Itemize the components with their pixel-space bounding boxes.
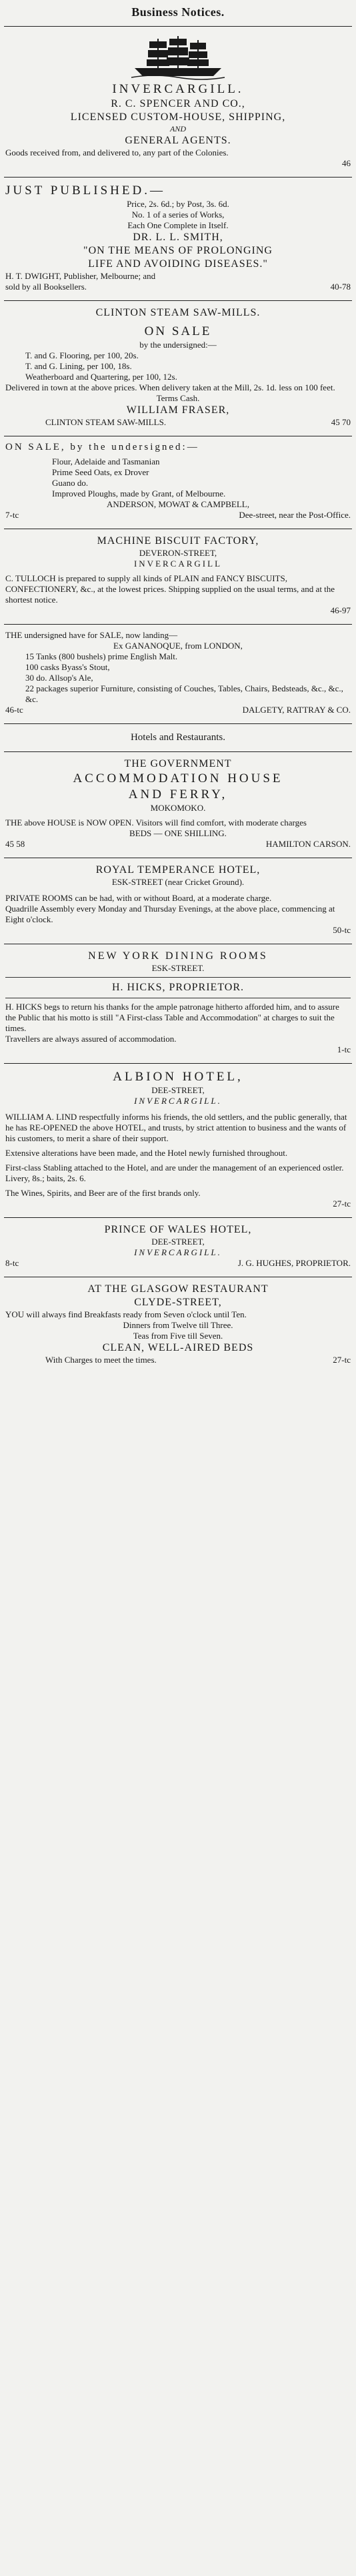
ad-line: DEVERON-STREET, [139,548,217,558]
ad-item: 100 casks Byass's Stout, [25,662,110,672]
ad-line: Dinners from Twelve till Three. [123,1320,233,1330]
ad-line: Each One Complete in Itself. [127,220,229,230]
ad-line: THE undersigned have for SALE, now landing— [5,630,178,640]
ad-line: With Charges to meet the times. [45,1355,157,1365]
ad-line: INVERCARGILL. [134,1247,222,1257]
ad-line: CLYDE-STREET, [134,1297,222,1308]
firm-name: ANDERSON, MOWAT & CAMPBELL, [107,499,249,509]
ad-line: Price, 2s. 6d.; by Post, 3s. 6d. [127,199,229,209]
ad-item: Prime Seed Oats, ex Drover [52,467,149,477]
on-sale: ON SALE [144,324,212,338]
ad-line: ESK-STREET (near Cricket Ground). [111,877,245,887]
ad-line: No. 1 of a series of Works, [131,210,225,220]
firm-name: R. C. SPENCER AND CO., [111,98,245,109]
ad-line: INVERCARGILL [133,559,223,569]
ad-item: Guano do. [52,478,89,488]
ad-clinton-saw-mills [4,305,352,432]
divider [4,1217,352,1218]
ad-line-row [5,705,351,715]
ad-body-text: Goods received from, and delivered to, any part of the Colonies. [5,147,229,157]
ad-ref: 27-tc [333,1355,351,1365]
ad-item: T. and G. Flooring, per 100, 20s. [25,350,139,360]
ad-item: 30 do. Allsop's Ale, [25,673,93,683]
firm-line: GENERAL AGENTS. [125,135,231,146]
ad-line: H. T. DWIGHT, Publisher, Melbourne; and [5,271,156,281]
divider [4,26,352,27]
divider [4,300,352,301]
ad-ref: 46 [342,158,351,168]
ad-ref: 8-tc [5,1258,19,1268]
ad-line: DEE-STREET, [151,1237,205,1247]
ad-ref: 50-tc [333,925,351,935]
ad-line-row [5,417,351,428]
ad-line: DEE-STREET, [151,1085,205,1095]
ad-line: Ex GANANOQUE, from LONDON, [113,641,243,651]
ad-body: Extensive alterations have been made, and the Hotel newly furnished throughout. [5,1148,288,1158]
ad-royal-temperance [4,862,352,940]
work-title: LIFE AND AVOIDING DISEASES." [88,258,268,270]
ad-body: THE above HOUSE is NOW OPEN. Visitors will find comfort, with moderate charges [5,818,307,828]
ad-body: C. TULLOCH is prepared to supply all kinds of PLAIN and FANCY BISCUITS, CONFECTIONERY, &c., at the lowest prices. Shipping supplied on the usual terms, and at the shortest notice. [5,573,335,605]
ad-line-row [5,1258,351,1269]
ad-body: YOU will always find Breakfasts ready from Seven o'clock until Ten. [5,1309,247,1319]
ad-spencer [4,31,352,173]
firm-line: LICENSED CUSTOM-HOUSE, SHIPPING, [70,111,286,123]
ad-title: ALBION HOTEL, [113,1070,243,1084]
ad-title: CLINTON STEAM SAW-MILLS. [95,307,261,318]
ship-icon [128,35,228,80]
ad-item: 22 packages superior Furniture, consisting of Couches, Tables, Chairs, Bedsteads, &c., &c., &c. [25,683,343,704]
ad-item: T. and G. Lining, per 100, 18s. [25,361,132,371]
ad-item: Improved Ploughs, made by Grant, of Melbourne. [52,489,226,499]
ad-line: BEDS — ONE SHILLING. [129,828,227,838]
ad-title: MACHINE BISCUIT FACTORY, [97,535,259,547]
ad-line: INVERCARGILL. [134,1096,222,1106]
ad-line-row [5,282,351,292]
ad-ref: 27-tc [333,1199,351,1209]
section-heading: Hotels and Restaurants. [130,732,226,743]
ad-line: Travellers are always assured of accommodation. [5,1034,177,1044]
ad-line: sold by all Booksellers. [5,282,87,292]
owner-name: WILLIAM FRASER, [126,404,230,416]
ad-ref: 46-tc [5,705,23,715]
ad-title: ROYAL TEMPERANCE HOTEL, [95,864,261,876]
ad-line: CLINTON STEAM SAW-MILLS. [45,417,167,427]
proprietor-name: H. HICKS, PROPRIETOR. [111,982,245,993]
ad-body: Delivered in town at the above prices. When delivery taken at the Mill, 2s. 1d. less on 100 feet. [5,382,335,392]
proprietor-name: J. G. HUGHES, PROPRIETOR. [237,1258,351,1268]
ad-dalgety-rattray [4,629,352,719]
ad-title: NEW YORK DINING ROOMS [88,950,268,962]
divider [4,1063,352,1064]
ad-line: Dee-street, near the Post-Office. [239,510,351,520]
ad-just-published [4,182,352,296]
ad-line: CLEAN, WELL-AIRED BEDS [102,1342,254,1353]
ad-line: Teas from Five till Seven. [133,1331,223,1341]
ad-title: THE GOVERNMENT [124,758,232,769]
ad-title: ACCOMMODATION HOUSE [73,771,283,785]
ad-line: MOKOMOKO. [150,803,206,813]
ad-body: Quadrille Assembly every Monday and Thursday Evenings, at the above place, commencing at Eight o'clock. [5,904,335,924]
ad-body: WILLIAM A. LIND respectfully informs his friends, the old settlers, and the public generally, that he has RE-OPENED the above HOTEL, and trusts, by strict attention to business and the wants of his customers, to merit a share of their support. [5,1112,347,1143]
ad-prince-of-wales [4,1222,352,1273]
newspaper-column [4,0,352,1369]
ad-line-row [5,839,351,850]
ad-item: Flour, Adelaide and Tasmanian [52,456,160,466]
ad-body: First-class Stabling attached to the Hotel, and are under the management of an experienced ostler. Livery, 8s.; baits, 2s. 6. [5,1163,344,1183]
ad-title: AND FERRY, [128,787,228,801]
ad-ref: 1-tc [337,1044,351,1054]
ad-glasgow-restaurant [4,1281,352,1369]
ad-biscuit-factory [4,533,352,620]
ad-line: by the undersigned:— [139,340,217,350]
ad-new-york-dining [4,948,352,1059]
owner-name: HAMILTON CARSON. [265,839,351,849]
ad-government-house [4,756,352,854]
firm-line: AND [170,124,186,133]
ad-body [5,147,351,158]
ad-item: 15 Tanks (800 bushels) prime English Malt. [25,651,178,661]
author-name: DR. L. L. SMITH, [133,232,223,243]
on-sale: ON SALE, by the undersigned:— [5,442,199,452]
ad-line-row [5,1355,351,1365]
ad-ref: 40-78 [330,282,351,292]
ad-item: Weatherboard and Quartering, per 100, 12s. [25,372,177,382]
ad-body: H. HICKS begs to return his thanks for the ample patronage hitherto afforded him, and to assure the Public that his motto is still "A First-class Table and Accommodation" at charges to suit the times. [5,1002,339,1033]
ad-line-row [5,510,351,521]
work-title: "ON THE MEANS OF PROLONGING [83,245,273,256]
ad-ref: 46-97 [330,605,351,615]
ad-albion-hotel [4,1068,352,1213]
ad-body: PRIVATE ROOMS can be had, with or without Board, at a moderate charge. [5,893,272,903]
ad-title: INVERCARGILL. [112,82,244,96]
ad-ref: 45 70 [331,417,351,427]
ad-body: The Wines, Spirits, and Beer are of the first brands only. [5,1188,201,1198]
ad-ref: 45 58 [5,839,25,849]
divider [4,751,352,752]
divider [4,723,352,724]
divider [5,977,351,978]
firm-name: DALGETY, RATTRAY & CO. [242,705,351,715]
ad-line: ESK-STREET. [151,963,205,973]
ad-line: Terms Cash. [156,393,200,403]
ad-title: PRINCE OF WALES HOTEL, [104,1224,252,1235]
ad-title: JUST PUBLISHED.— [5,184,165,198]
page-heading: Business Notices. [131,5,225,19]
ad-anderson-mowat [4,440,352,525]
ad-title: AT THE GLASGOW RESTAURANT [87,1283,269,1295]
ad-ref: 7-tc [5,510,19,520]
divider [4,177,352,178]
divider [4,624,352,625]
